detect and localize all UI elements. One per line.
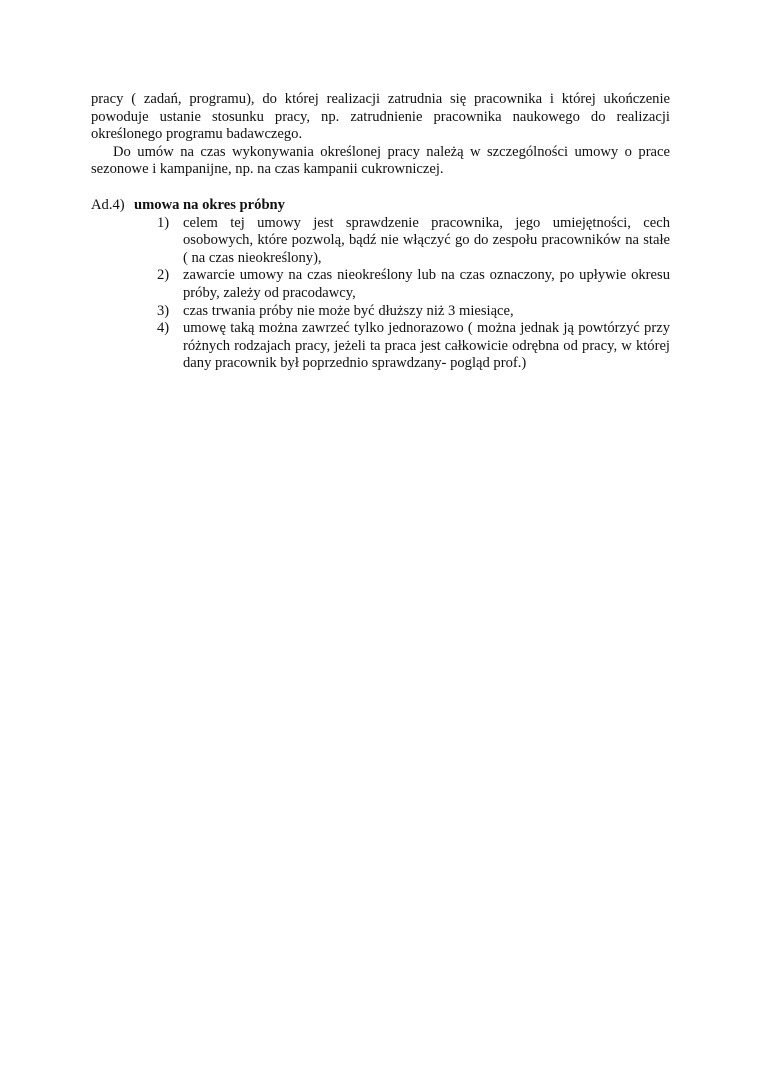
numbered-list bbox=[91, 215, 670, 373]
list-item-number: 4) bbox=[157, 320, 170, 337]
section-heading bbox=[91, 197, 670, 215]
list-item bbox=[157, 320, 670, 373]
list-item-number: 1) bbox=[157, 214, 170, 231]
list-item bbox=[157, 267, 670, 302]
paragraph-seasonal-contracts: Do umów na czas wykonywania określonej pracy należą w szczególności umowy o prace sezonowe i kampanijne, np. na czas kampanii cukrowniczej. bbox=[91, 143, 670, 178]
list-item-number: 3) bbox=[157, 302, 170, 319]
page-content bbox=[91, 91, 670, 373]
list-item-text: zawarcie umowy na czas nieokreślony lub na czas oznaczony, po upływie okresu próby, zależy od pracodawcy, bbox=[183, 267, 670, 301]
section-title: umowa na okres próbny bbox=[134, 196, 285, 213]
list-item-text: czas trwania próby nie może być dłuższy niż 3 miesiące, bbox=[183, 302, 514, 319]
section-label: Ad.4) bbox=[91, 196, 125, 213]
paragraph-continuation: pracy ( zadań, programu), do której realizacji zatrudnia się pracownika i której ukończenie powoduje ustanie stosunku pracy, np. zatrudnienie pracownika naukowego do realizacji określonego programu badawczego. bbox=[91, 91, 670, 143]
list-item-text: celem tej umowy jest sprawdzenie pracownika, jego umiejętności, cech osobowych, które pozwolą, bądź nie włączyć go do zespołu pracowników na stałe ( na czas nieokreślony), bbox=[183, 214, 670, 266]
list-item bbox=[157, 303, 670, 321]
list-item-text: umowę taką można zawrzeć tylko jednorazowo ( można jednak ją powtórzyć przy różnych rodzajach pracy, jeżeli ta praca jest całkowicie odrębna od pracy, w której dany pracownik był poprzednio sprawdzany- pogląd prof.) bbox=[183, 320, 670, 372]
list-item bbox=[157, 215, 670, 268]
list-item-number: 2) bbox=[157, 267, 170, 284]
